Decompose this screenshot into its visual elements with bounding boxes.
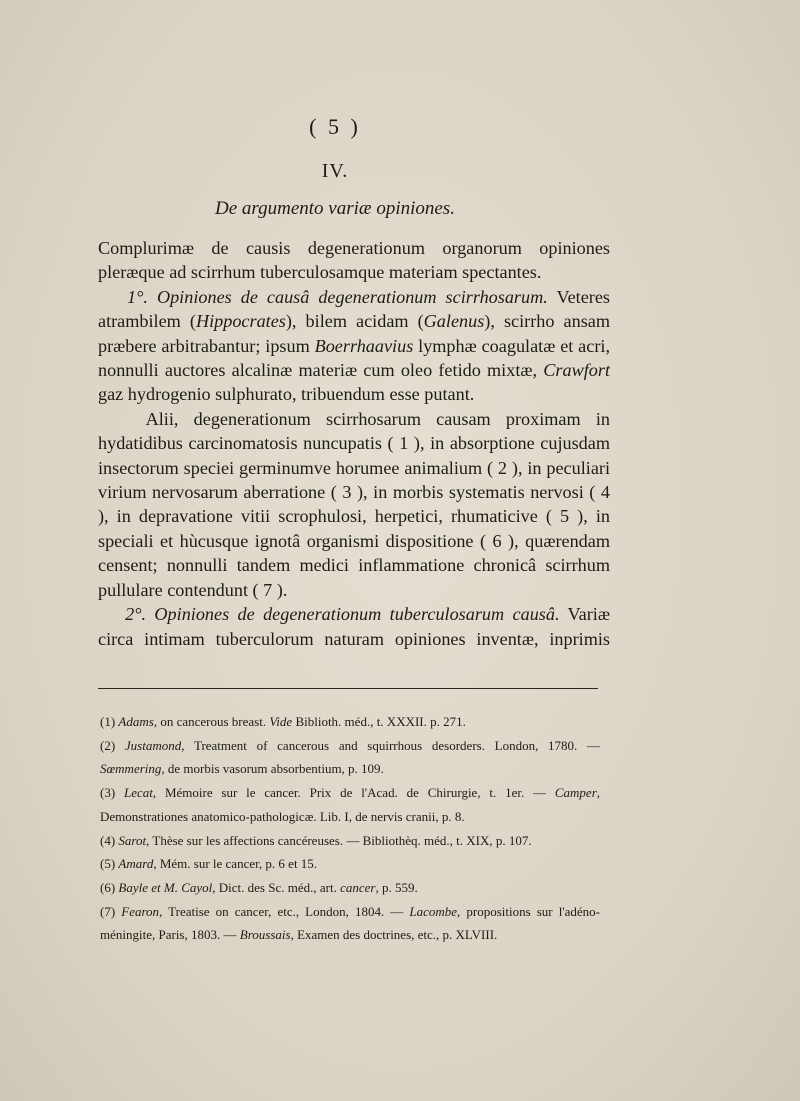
paragraph-text: ), scirrho ansam præbere arbitrabantur; ipsum — [98, 311, 610, 356]
footnote-italic: Vide — [269, 714, 293, 729]
footnote-author: Lecat — [124, 785, 153, 801]
author-name: Galenus — [423, 311, 485, 332]
footnotes — [100, 710, 600, 947]
footnote-text: Biblioth. méd., t. XXXII. p. 271. — [292, 714, 466, 729]
author-name: Crawfort — [543, 360, 610, 381]
footnote — [100, 876, 600, 900]
footnote-italic: Camper — [554, 785, 597, 801]
footnote-italic: Lacombe — [409, 903, 458, 919]
paragraph-text: Veteres atrambilem ( — [98, 286, 610, 332]
footnote-number: (3) — [100, 785, 116, 801]
footnote — [100, 781, 600, 828]
footnote — [100, 900, 600, 947]
footnote-text: , Demonstrationes anatomico-pathologicæ. Lib. I, de nervis cranii, p. 8. — [100, 785, 600, 824]
footnote-italic: cancer — [340, 879, 376, 895]
footnote-divider — [98, 688, 598, 689]
paragraph-heading: 2°. Opiniones de degenerationum tuberculosarum causâ. — [125, 604, 560, 625]
footnote — [100, 710, 600, 734]
footnote-text: , p. 559. — [375, 879, 418, 895]
footnote-text: , de morbis vasorum absorbentium, p. 109. — [161, 761, 384, 777]
section-title: De argumento variæ opiniones. — [215, 198, 455, 219]
page-number: ( 5 ) — [309, 114, 361, 139]
paragraph-text: Alii, degenerationum scirrhosarum causam proximam in hydatidibus carcinomatosis nuncupatis ( 1 ), in absorptione cujusdam insectorum speciei germinumve horumee animalium ( 2 ), in peculiari virium nervosarum aberratione ( 3 ), in morbis systematis nervosi ( 4 ), in depravatione vitii scrophulosi, herpetici, rhumaticive ( 5 ), in speciali et hùcusque ignotâ organismi dispositione ( 6 ), quærendam censent; nonnulli tandem medici inflammatione chronicâ scirrhum pullulare contendunt ( 7 ). — [98, 408, 610, 600]
footnote-text: , Treatment of cancerous and squirrhous desorders. London, 1780. — — [181, 737, 601, 753]
footnote-number: (4) — [100, 832, 116, 848]
paragraph-tuberculosarum — [98, 602, 610, 651]
footnote-author: Sarot — [118, 832, 147, 848]
footnote-number: (5) — [100, 856, 116, 872]
footnote-text: , Mémoire sur le cancer. Prix de l'Acad. de Chirurgie, t. 1er. — — [152, 785, 555, 801]
footnote-number: (2) — [100, 737, 116, 753]
footnote-text: , Mém. sur le cancer, p. 6 et 15. — [153, 856, 318, 872]
footnote-text: , Examen des doctrines, etc., p. XLVIII. — [290, 927, 498, 943]
footnote-author: Justamond — [124, 737, 182, 753]
paragraph-alii — [98, 407, 610, 602]
footnote-text: , Treatise on cancer, etc., London, 1804. — — [159, 903, 410, 919]
paragraph-heading: 1°. Opiniones de causâ degenerationum scirrhosarum. — [127, 286, 548, 307]
footnote-author: Bayle et M. Cayol — [118, 879, 213, 895]
section-number: IV. — [321, 160, 349, 182]
body-text — [98, 236, 610, 651]
paragraph-scirrhosarum — [98, 285, 610, 407]
footnote-number: (7) — [100, 903, 116, 919]
footnote — [100, 852, 600, 876]
intro-paragraph: Complurimæ de causis degenerationum organorum opiniones pleræque ad scirrhum tuberculosamque materiam spectantes. — [98, 238, 610, 283]
footnote-author: Amard — [118, 856, 154, 872]
footnote-number: (1) — [100, 714, 116, 729]
footnote-number: (6) — [100, 879, 116, 895]
footnote-text: , Thèse sur les affections cancéreuses. — Bibliothèq. méd., t. XIX, p. 107. — [146, 832, 532, 848]
author-name: Boerrhaavius — [314, 335, 414, 356]
footnote-text: , Dict. des Sc. méd., art. — [212, 879, 341, 895]
footnote — [100, 734, 600, 781]
footnote-text: , propositions sur l'adéno-méningite, Paris, 1803. — — [100, 903, 601, 943]
footnote-text: , on cancerous breast. — [153, 714, 270, 729]
paragraph-text: lymphæ coagulatæ et acri, nonnulli auctores alcalinæ materiæ cum oleo fetido mixtæ, — [98, 335, 610, 381]
footnote-italic: Sœmmering — [100, 761, 162, 777]
paragraph-text: gaz hydrogenio sulphurato, tribuendum esse putant. — [98, 384, 475, 405]
footnote-author: Adams — [118, 714, 154, 729]
author-name: Hippocrates — [195, 311, 286, 332]
footnote-author: Broussais — [239, 927, 291, 943]
paragraph-text: ), bilem acidam ( — [285, 311, 424, 332]
footnote — [100, 829, 600, 853]
paragraph-text: Variæ circa intimam tuberculorum naturam opiniones inventæ, inprimis — [98, 604, 610, 649]
footnote-author: Fearon — [121, 903, 160, 919]
